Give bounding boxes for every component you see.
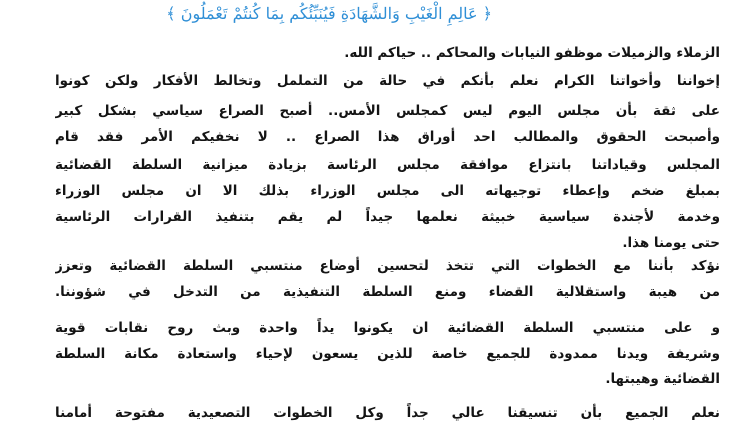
paragraph-3-line-2: وشريفة ويدنا ممدودة للجميع خاصة للذين يسعون لإحياء واستعادة مكانة السلطة: [55, 346, 720, 362]
greeting-line: الزملاء والزميلات موظفو النيابات والمحاكم .. حياكم الله.: [344, 45, 720, 61]
paragraph-1-line-3: وأصبحت الحقوق والمطالب احد أوراق هذا الصراع .. لا نخفيكم الأمر فقد قام: [55, 129, 720, 145]
paragraph-3-line-1: و على منتسبي السلطة القضائية ان يكونوا يداً واحدة وبث روح نقابات قوية: [55, 320, 720, 336]
paragraph-2-line-2: من هيبة واستقلالية القضاء ومنع السلطة التنفيذية من التدخل في شؤوننا.: [55, 284, 720, 300]
quran-verse: ﴿ عَالِمِ الْغَيْبِ وَالشَّهَادَةِ فَيُنَبِّئُكُم بِمَا كُنتُمْ تَعْمَلُونَ ﴾: [166, 4, 492, 23]
paragraph-1-line-6: وخدمة لأجندة سياسية خبيثة نعلمها جيداً لم يقم بتنفيذ القرارات الرئاسية: [55, 209, 720, 225]
paragraph-1-line-7: حتى يومنا هذا.: [622, 235, 720, 251]
paragraph-1-line-4: المجلس وقياداتنا بانتزاع موافقة مجلس الرئاسة بزيادة ميزانية السلطة القضائية: [55, 157, 720, 173]
paragraph-3-line-3: القضائية وهيبتها.: [605, 371, 720, 387]
paragraph-2-line-1: نؤكد بأننا مع الخطوات التي تتخذ لتحسين أوضاع منتسبي السلطة القضائية وتعزز: [55, 258, 720, 274]
paragraph-1-line-1: إخواننا وأخواتنا الكرام نعلم بأنكم في حالة من التململ وتخالط الأفكار ولكن كونوا: [55, 73, 720, 89]
paragraph-1-line-2: على ثقة بأن مجلس اليوم ليس كمجلس الأمس.. أصبح الصراع سياسي بشكل كبير: [55, 103, 720, 119]
paragraph-1-line-5: بمبلغ ضخم وإعطاء توجيهاته الى مجلس الوزراء بذلك الا ان مجلس الوزراء: [55, 183, 720, 199]
paragraph-4-line-1: نعلم الجميع بأن تنسيقنا عالي جداً وكل الخطوات التصعيدية مفتوحة أمامنا: [55, 405, 720, 421]
